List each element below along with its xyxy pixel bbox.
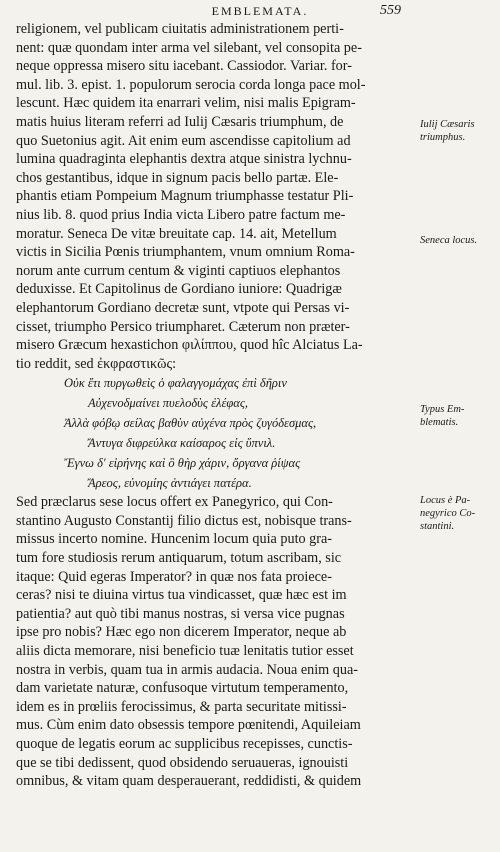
text-line: stantino Augusto Constantij filio dictus est, nobisque trans-: [16, 512, 352, 529]
text-line: omnibus, & vitam quam desperauerant, reddidisti, & quidem: [16, 773, 362, 790]
text-line: misero Græcum hexastichon φιλίππου, quod hîc Alciatus La-: [16, 337, 363, 354]
text-line: mus. Cùm enim dato obsessis tempore pœnitendi, Aquileiam: [16, 717, 361, 734]
text-line: dam varietate naturæ, confusoque virtutum temperamento,: [16, 680, 349, 697]
text-line: nostra in verbis, quam tua in armis audacia. Noua enim qua-: [16, 661, 358, 678]
marginal-note-typus: [420, 403, 500, 429]
text-line: missus incerto nomine. Huncenim locum quia puto gra-: [16, 531, 333, 548]
greek-verse-line: Αὐχενοδμαίνει πυελοδὺς ἐλέφας,: [88, 396, 249, 411]
greek-verse-line: Ἄντυγα διφρεύλκα καίσαρος εἰς ὕπνιλ.: [88, 436, 276, 451]
greek-verse-line: Ἄρεος, εὐνομίης ἀντιάγει πατέρα.: [88, 476, 252, 491]
marginal-note-seneca: [420, 234, 500, 247]
running-title: EMBLEMATA.: [211, 4, 309, 18]
text-line: Sed præclarus sese locus offert ex Panegyrico, qui Con-: [16, 494, 333, 511]
text-line: victis in Sicilia Pœnis triumphantem, vnum omnium Roma-: [16, 244, 355, 261]
text-line: tio reddit, sed ἐκφραστικῶς:: [16, 355, 177, 372]
text-line: matis huius literam referri ad Iulij Cæsaris triumphum, de: [16, 113, 344, 130]
text-line: aliis dicta memorare, nisi beneficio tuæ lenitatis tutior esset: [16, 643, 354, 660]
text-line: neque oppressa misero situ iacebant. Cassiodor. Variar. for-: [16, 58, 352, 75]
marginal-note-locus: [420, 494, 500, 533]
text-line: elephantorum Gordiano decretæ sunt, vtpote qui Persas vi-: [16, 299, 350, 316]
text-line: cisset, triumpho Persico triumpharet. Cæterum non præter-: [16, 318, 350, 335]
text-line: moratur. Seneca De vitæ breuitate cap. 14. ait, Metellum: [16, 225, 337, 242]
text-line: tum fore studiosis rerum antiquarum, totum ascribam, sic: [16, 550, 342, 567]
greek-verse-line: Ἔγνω δ' εἰρήνης καὶ ὃ θὴρ χάριν, ὄργανα ῥίψας: [64, 456, 301, 471]
marginal-note-line: Iulij Cæsaris: [420, 119, 475, 130]
body-text: [16, 20, 416, 791]
text-line: ipse pro nobis? Hæc ego non dicerem Imperator, neque ab: [16, 624, 347, 641]
text-line: ceras? nisi te diuina virtus tua vindicasset, quæ hæc est im: [16, 587, 347, 604]
marginal-note-line: Seneca locus.: [420, 235, 478, 246]
text-line: nius lib. 8. quod prius India victa Libero patre factum me-: [16, 206, 346, 223]
text-line: idem es in prœliis ferocissimus, & parta securitate mitissi-: [16, 698, 347, 715]
marginal-note-iulij: [420, 118, 500, 144]
text-line: quoque de legatis eorum ac supplicibus recepisses, cunctis-: [16, 736, 353, 752]
text-line: patientia? aut quò tibi manus nostras, si versa vice pugnas: [16, 605, 345, 622]
marginal-note-line: negyrico Co-: [420, 508, 476, 519]
text-line: phantis etiam Pompeium Magnum triumphasse testatur Pli-: [16, 188, 354, 205]
text-line: quo Suetonius agit. Ait enim eum ascendisse capitolium ad: [16, 132, 351, 149]
marginal-note-line: Locus è Pa-: [420, 495, 471, 506]
text-line: itaque: Quid egeras Imperator? in quæ nos fata proiece-: [16, 568, 332, 585]
text-line: chos gestantibus, idque in signum pacis bello partæ. Ele-: [16, 169, 339, 186]
text-line: religionem, vel publicam ciuitatis administrationem perti-: [16, 21, 344, 37]
page-number: 559: [380, 3, 401, 18]
text-line: lumina quadraginta elephantis dextra atque sinistra lychnu-: [16, 151, 352, 168]
text-line: lescunt. Hæc quidem ita enarrari velim, nisi malis Epigram-: [16, 95, 356, 112]
greek-verse-line: Ἀλλὰ φόβῳ σείλας βαθὺν αὐχένα πρὸς ζυγόδεσμας,: [64, 416, 317, 431]
marginal-note-line: blematis.: [420, 417, 459, 428]
text-line: nent: quæ quondam inter arma vel silebant, vel consopita pe-: [16, 39, 362, 56]
greek-verse-line: Οὐκ ἔτι πυργωθεὶς ὁ φαλαγγομάχας ἐπὶ δῆριν: [64, 376, 287, 391]
marginal-note-line: stantini.: [420, 521, 455, 532]
marginal-note-line: Typus Em-: [420, 404, 465, 415]
text-line: que se tibi dedissent, quod obsidendo seruaueras, ignouisti: [16, 754, 349, 771]
text-line: deduxisse. Et Capitolinus de Gordiano iuniore: Quadrigæ: [16, 281, 342, 298]
text-line: norum ante currum centum & viginti captiuos elephantos: [16, 262, 341, 279]
marginal-note-line: triumphus.: [420, 132, 466, 143]
text-line: mul. lib. 3. epist. 1. populorum serocia corda longa pace mol-: [16, 76, 366, 93]
